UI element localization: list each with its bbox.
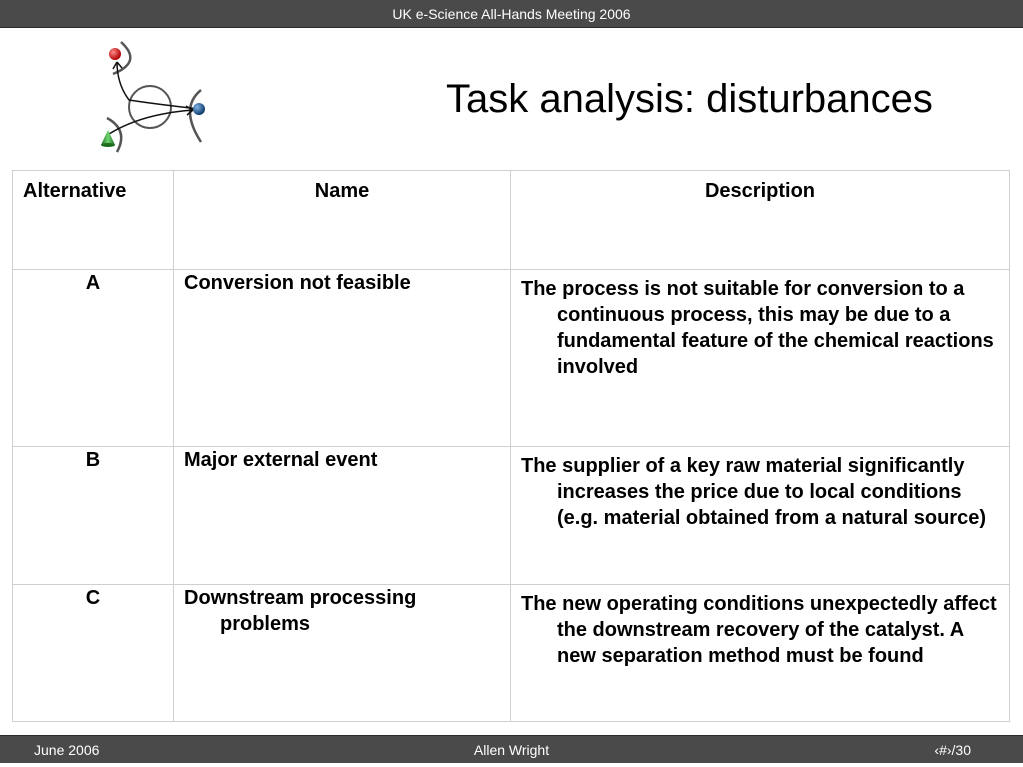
column-header-alternative: Alternative xyxy=(13,171,174,270)
footer-author: Allen Wright xyxy=(473,742,550,758)
name-text: Conversion not feasible xyxy=(184,272,411,294)
name-cell xyxy=(174,447,511,585)
logo xyxy=(95,38,220,153)
disturbances-table xyxy=(12,170,1010,722)
table-row xyxy=(13,270,1010,447)
footer-page-number: ‹#›/30 xyxy=(934,742,971,758)
molecule-logo-icon xyxy=(95,38,220,153)
header-bar xyxy=(0,0,1023,28)
description-cell xyxy=(511,270,1010,447)
footer-bar xyxy=(0,735,1023,763)
name-cell xyxy=(174,585,511,722)
name-cell xyxy=(174,270,511,447)
description-cell xyxy=(511,447,1010,585)
name-text: Downstream processing problems xyxy=(184,587,417,635)
alternative-cell: B xyxy=(13,447,174,585)
slide-title: Task analysis: disturbances xyxy=(446,77,933,121)
description-cell xyxy=(511,585,1010,722)
table-row xyxy=(13,585,1010,722)
column-header-name: Name xyxy=(174,171,511,270)
alternative-cell: A xyxy=(13,270,174,447)
table-header-row xyxy=(13,171,1010,270)
name-text: Major external event xyxy=(184,449,378,471)
description-text: The process is not suitable for conversion to a continuous process, this may be due to a fundamental feature of the chemical reactions involved xyxy=(521,278,994,378)
footer-date: June 2006 xyxy=(34,742,100,758)
description-text: The new operating conditions unexpectedly affect the downstream recovery of the catalyst. A new separation method must be found xyxy=(521,593,997,667)
table-row xyxy=(13,447,1010,585)
conference-title: UK e-Science All-Hands Meeting 2006 xyxy=(392,6,631,22)
description-text: The supplier of a key raw material significantly increases the price due to local conditions (e.g. material obtained from a natural source) xyxy=(521,455,986,529)
alternative-cell: C xyxy=(13,585,174,722)
column-header-description: Description xyxy=(511,171,1010,270)
